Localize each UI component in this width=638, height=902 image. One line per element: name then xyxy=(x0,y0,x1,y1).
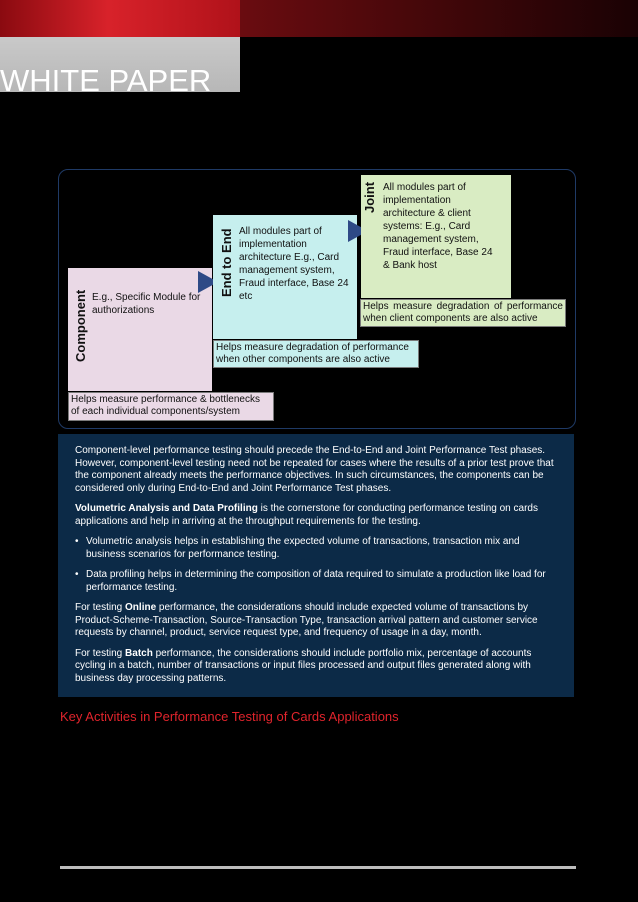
bullet-volumetric xyxy=(75,536,561,561)
header-title-block xyxy=(0,37,240,92)
joint-label: Joint xyxy=(362,181,377,213)
volumetric-bold: Volumetric Analysis and Data Profiling xyxy=(75,503,258,514)
component-text: E.g., Specific Module for authorizations xyxy=(92,292,201,316)
online-prefix: For testing xyxy=(75,602,126,613)
bullet-data-profiling-text: Data profiling helps in determining the composition of data required to simulate a production like load for performance testing. xyxy=(86,569,546,593)
batch-prefix: For testing xyxy=(75,647,126,659)
component-box xyxy=(68,268,212,391)
header-banner-dark xyxy=(240,0,638,37)
bullet-data-profiling xyxy=(75,569,561,594)
end-to-end-note: Helps measure degradation of performance when other components are also active xyxy=(213,340,419,368)
joint-note: Helps measure degradation of performance when client components are also active xyxy=(360,299,566,327)
paragraph-batch xyxy=(75,648,561,686)
batch-bold: Batch xyxy=(125,647,153,659)
footer-divider xyxy=(60,866,576,869)
bullet-volumetric-text: Volumetric analysis helps in establishing the expected volume of transactions, transaction mix and business scenarios for performance testing. xyxy=(86,536,520,560)
body-text-box xyxy=(58,434,574,697)
end-to-end-box xyxy=(213,215,357,339)
paragraph-component-level: Component-level performance testing should precede the End-to-End and Joint Performance Test phases. However, component-level testing need not be repeated for cases where the results of a prior test prove that the component already meets the performance objectives. In such circumstances, the components can be considered only during End-to-End and Joint Performance Test phases. xyxy=(75,445,554,494)
page-title: WHITE PAPER xyxy=(0,63,212,92)
paragraph-volumetric xyxy=(75,503,561,528)
online-text: performance, the considerations should include expected volume of transactions by Product-Scheme-Transaction, Source-Transaction Type, transaction arrival pattern and customer service requests by channel, product, service request type, and frequency of usage in a day, month. xyxy=(75,602,538,638)
paragraph-online xyxy=(75,602,561,640)
joint-box xyxy=(361,175,511,298)
end-to-end-text: All modules part of implementation architecture E.g., Card management system, Fraud interface, Base 24 etc xyxy=(239,226,349,302)
end-to-end-label: End to End xyxy=(219,228,234,297)
volumetric-text: is the cornerstone for conducting performance testing on cards applications and help in arriving at the throughput requirements for the testing. xyxy=(75,503,538,527)
bullet-icon: • xyxy=(75,536,79,547)
batch-text: performance, the considerations should include portfolio mix, percentage of accounts cycling in a batch, number of transactions or input files processed and output files generated along with business day processing patterns. xyxy=(75,647,532,684)
joint-text: All modules part of implementation architecture & client systems: E.g., Card management system, Fraud interface, Base 24 & Bank host xyxy=(383,182,493,271)
component-note: Helps measure performance & bottlenecks of each individual components/system xyxy=(68,392,274,421)
section-heading: Key Activities in Performance Testing of Cards Applications xyxy=(60,709,399,724)
bullet-icon: • xyxy=(75,569,79,580)
component-label: Component xyxy=(73,289,88,362)
online-bold: Online xyxy=(125,602,157,613)
header-banner-red xyxy=(0,0,240,37)
